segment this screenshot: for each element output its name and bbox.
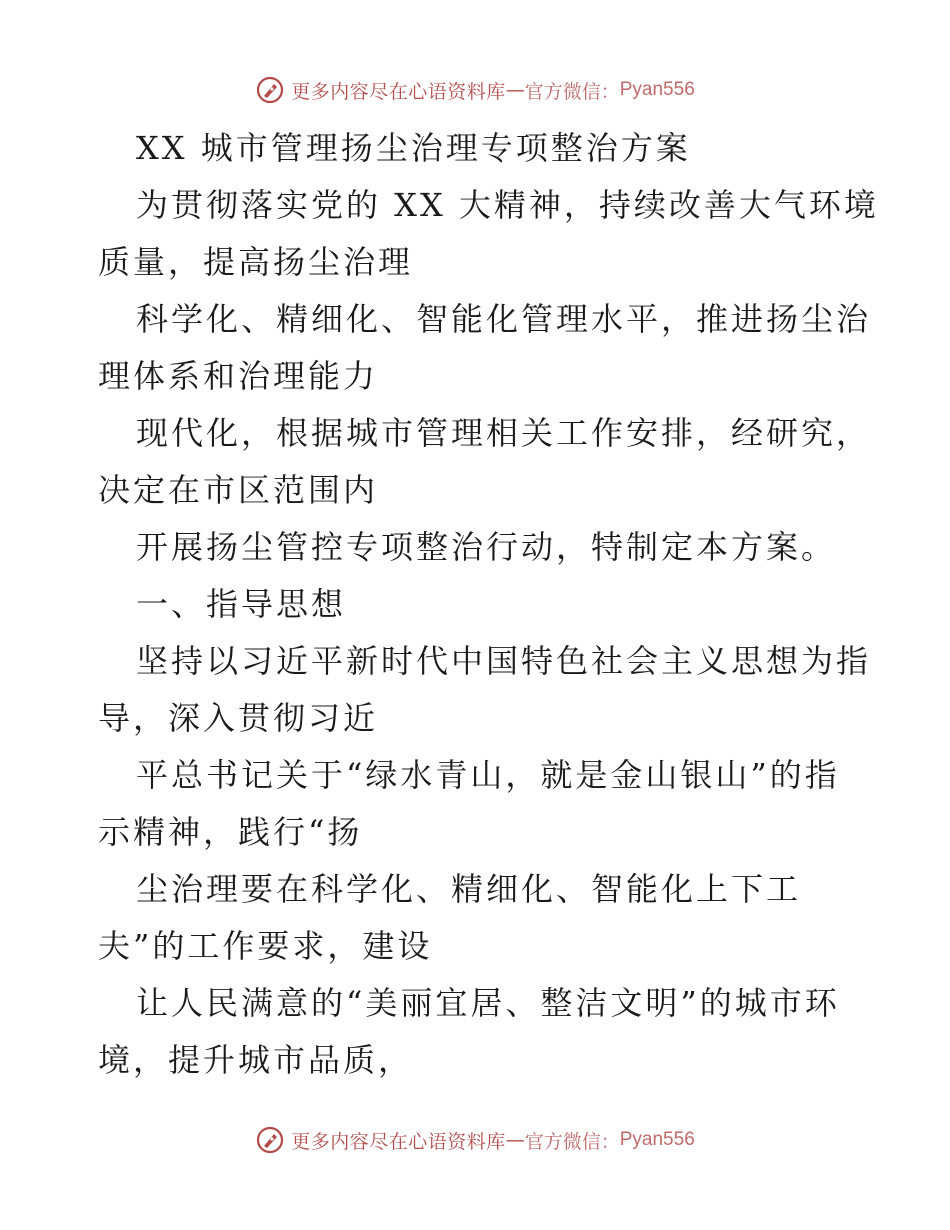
paragraph-line: 让人民满意的“美丽宜居、整洁文明”的城市环 (136, 984, 840, 1022)
watermark-dash: — (505, 79, 525, 101)
paragraph-line: 夫”的工作要求，建设 (98, 927, 433, 965)
document-title: XX 城市管理扬尘治理专项整治方案 (136, 129, 691, 167)
paragraph-line: 导，深入贯彻习近 (98, 699, 379, 737)
paragraph-line: 示精神，践行“扬 (98, 813, 363, 851)
watermark-wechat-label: 官方微信： (524, 80, 620, 103)
pen-nib-circle-icon (255, 75, 285, 105)
paragraph-line: 为贯彻落实党的 XX 大精神，持续改善大气环境 (136, 186, 879, 224)
paragraph-line: 境，提升城市品质， (98, 1041, 414, 1079)
paragraph-line: 科学化、精细化、智能化管理水平，推进扬尘治 (136, 300, 872, 338)
paragraph-line: 坚持以习近平新时代中国特色社会主义思想为指 (136, 642, 872, 680)
watermark-site-text: 更多内容尽在心语资料库 (291, 1130, 506, 1153)
header-watermark (0, 70, 950, 110)
watermark-wechat-id: Pyan556 (619, 1129, 695, 1150)
watermark-site-text: 更多内容尽在心语资料库 (291, 80, 506, 103)
document-body (98, 120, 879, 1089)
pen-nib-circle-icon (255, 1125, 285, 1155)
watermark-wechat-id: Pyan556 (619, 79, 695, 100)
paragraph-line: 现代化，根据城市管理相关工作安排，经研究， (136, 414, 872, 452)
paragraph-line: 尘治理要在科学化、精细化、智能化上下工 (136, 870, 802, 908)
watermark-dash: — (505, 1129, 525, 1151)
paragraph-line: 开展扬尘管控专项整治行动，特制定本方案。 (136, 528, 837, 566)
watermark-wechat-label: 官方微信： (524, 1130, 620, 1153)
paragraph-line: 理体系和治理能力 (98, 357, 379, 395)
paragraph-line: 平总书记关于“绿水青山，就是金山银山”的指 (136, 756, 840, 794)
paragraph-line: 决定在市区范围内 (98, 471, 379, 509)
section-heading: 一、指导思想 (136, 585, 347, 623)
footer-watermark (0, 1120, 950, 1160)
paragraph-line: 质量，提高扬尘治理 (98, 243, 414, 281)
